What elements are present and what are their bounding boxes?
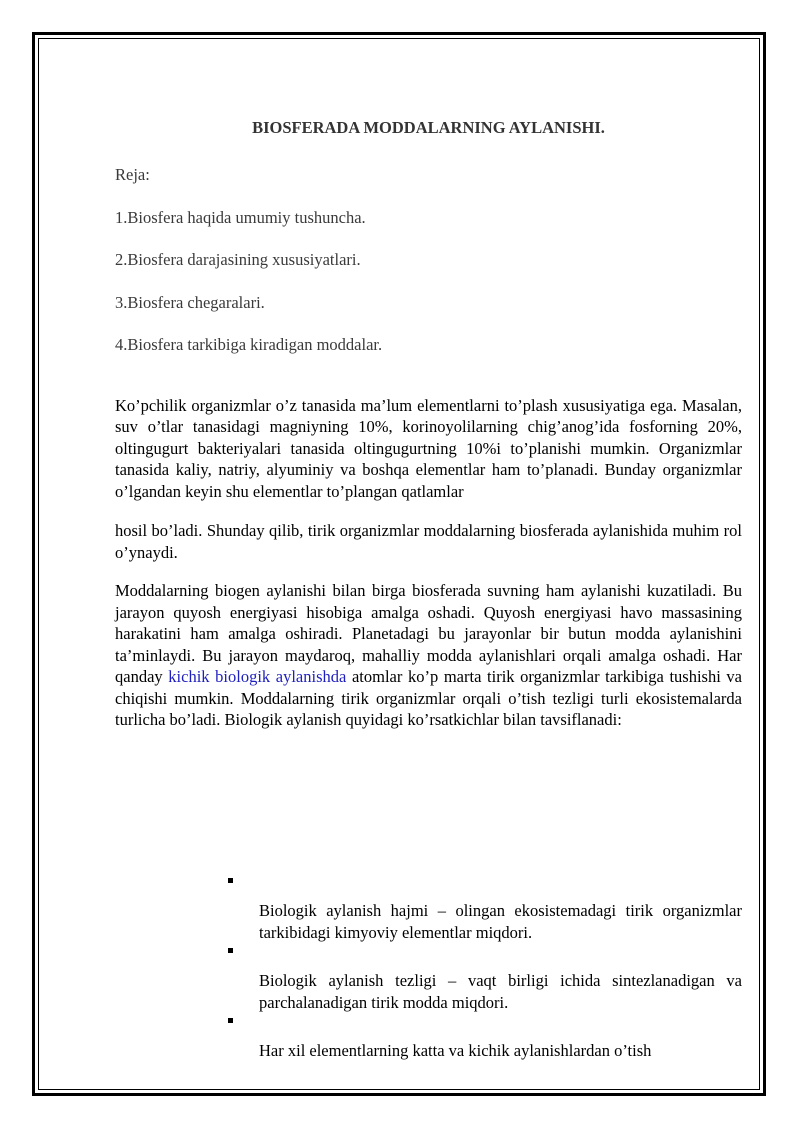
indicator-list — [259, 879, 742, 1062]
list-item-text: Har xil elementlarning katta va kichik aylanishlardan o’tish — [259, 1041, 652, 1060]
plan-item-1: 1.Biosfera haqida umumiy tushuncha. — [115, 207, 366, 227]
paragraph-cycle-text-1: Moddalarning biogen aylanishi bilan birga biosferada suvning ham aylanishi kuzatiladi. Bu jarayon quyosh energiyasi hisobiga amalga oshadi. Quyosh energiyasi havo massasining harakatini ham amalga oshiradi. Planetadagi bu jarayonlar bir butun modda aylanishini ta’minlaydi. Bu jarayon maydaroq, mahalliy modda aylanishlari orqali amalga oshadi. Har qanday — [115, 581, 742, 686]
plan-item-3: 3.Biosfera chegaralari. — [115, 292, 265, 312]
square-bullet-icon — [228, 1018, 233, 1023]
plan-item-4: 4.Biosfera tarkibiga kiradigan moddalar. — [115, 335, 383, 354]
paragraph-organisms: Ko’pchilik organizmlar o’z tanasida ma’lum elementlarni to’plash xususiyatiga ega. Masalan, suv o’tlar tanasidagi magniyning 10%, korinoyolilarning chig’anog’ida fosforning 20%, oltingugurt bakteriyalari tanasida oltingugurtning 10%i to’planishi mumkin. Organizmlar tanasida kaliy, natriy, alyuminiy va boshqa elementlar ham to’planadi. Bunday organizmlar o’lgandan keyin shu elementlar to’plangan qatlamlar — [115, 395, 742, 501]
square-bullet-icon — [228, 948, 233, 953]
list-item — [259, 949, 742, 1013]
list-item — [259, 1019, 742, 1062]
document-body — [115, 117, 742, 731]
paragraph-cycle — [115, 580, 742, 731]
paragraph-role: hosil bo’ladi. Shunday qilib, tirik organizmlar moddalarning biosferada aylanishida muhim rol o’ynaydi. — [115, 521, 742, 562]
biological-cycle-link[interactable]: kichik biologik aylanishda — [168, 667, 347, 686]
paragraph-cycle-text-2: atomlar ko’p marta tirik organizmlar tarkibiga tushishi va chiqishi mumkin. Moddalarning tirik organizmlar orqali o’tish tezligi turli ekosistemalarda turlicha bo’ladi. Biologik aylanish quyidagi ko’rsatkichlar bilan tavsiflanadi: — [115, 667, 742, 729]
list-item — [259, 879, 742, 943]
plan-label: Reja: — [115, 165, 150, 184]
plan-item-2: 2.Biosfera darajasining xususiyatlari. — [115, 250, 361, 269]
square-bullet-icon — [228, 878, 233, 883]
list-item-text: Biologik aylanish tezligi – vaqt birligi ichida sintezlanadigan va parchalanadigan tirik modda miqdori. — [259, 971, 742, 1012]
list-item-text: Biologik aylanish hajmi – olingan ekosistemadagi tirik organizmlar tarkibidagi kimyoviy elementlar miqdori. — [259, 901, 742, 942]
document-title: BIOSFERADA MODDALARNING AYLANISHI. — [252, 118, 605, 137]
